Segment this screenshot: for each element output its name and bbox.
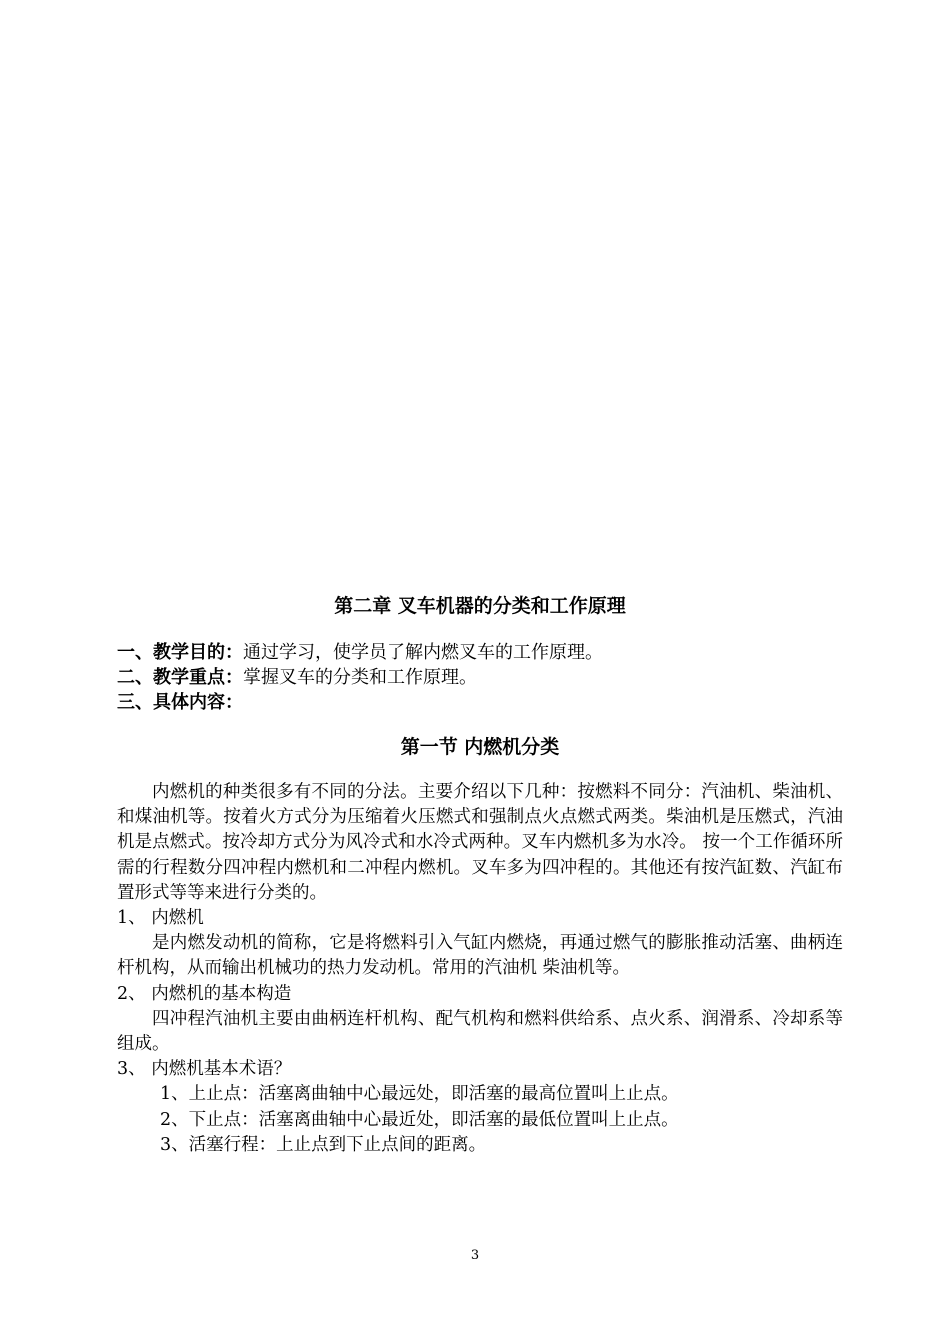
term-top-dead-center: 1、上止点：活塞离曲轴中心最远处，即活塞的最高位置叫上止点。 <box>160 1084 679 1105</box>
objective-purpose <box>117 640 843 665</box>
objective-label: 一、教学目的： <box>117 642 243 663</box>
objective-text: 掌握叉车的分类和工作原理。 <box>243 667 477 688</box>
objective-label: 三、具体内容： <box>117 692 243 713</box>
chapter-title: 第二章 叉车机器的分类和工作原理 <box>334 595 626 617</box>
objective-text: 通过学习，使学员了解内燃叉车的工作原理。 <box>243 642 603 663</box>
item-heading-terms: 3、 内燃机基本术语？ <box>117 1059 292 1080</box>
objective-label: 二、教学重点： <box>117 667 243 688</box>
body-content <box>117 780 843 1158</box>
item-body-structure: 四冲程汽油机主要由曲柄连杆机构、配气机构和燃料供给系、点火系、润滑系、冷却系等组成。 <box>117 1008 843 1055</box>
objective-content <box>117 690 843 715</box>
objective-focus <box>117 665 843 690</box>
item-heading-structure: 2、 内燃机的基本构造 <box>117 983 292 1004</box>
intro-paragraph: 内燃机的种类很多有不同的分法。主要介绍以下几种：按燃料不同分：汽油机、柴油机、和煤油机等。按着火方式分为压缩着火压燃式和强制点火点燃式两类。柴油机是压燃式，汽油机是点燃式。按冷却方式分为风冷式和水冷式两种。叉车内燃机多为水冷。 按一个工作循环所需的行程数分四冲程内燃机和二冲程内燃机。叉车多为四冲程的。其他还有按汽缸数、汽缸布置形式等等来进行分类的。 <box>117 782 843 903</box>
page-number: 3 <box>470 1248 480 1263</box>
item-heading-engine: 1、 内燃机 <box>117 908 204 929</box>
objectives-list <box>117 640 843 715</box>
term-piston-stroke: 3、活塞行程：上止点到下止点间的距离。 <box>160 1134 487 1155</box>
item-body-engine: 是内燃发动机的简称，它是将燃料引入气缸内燃烧，再通过燃气的膨胀推动活塞、曲柄连杆机构，从而输出机械功的热力发动机。常用的汽油机 柴油机等。 <box>117 933 843 979</box>
term-bottom-dead-center: 2、下止点：活塞离曲轴中心最近处，即活塞的最低位置叫上止点。 <box>160 1109 679 1130</box>
section-title: 第一节 内燃机分类 <box>400 736 560 758</box>
